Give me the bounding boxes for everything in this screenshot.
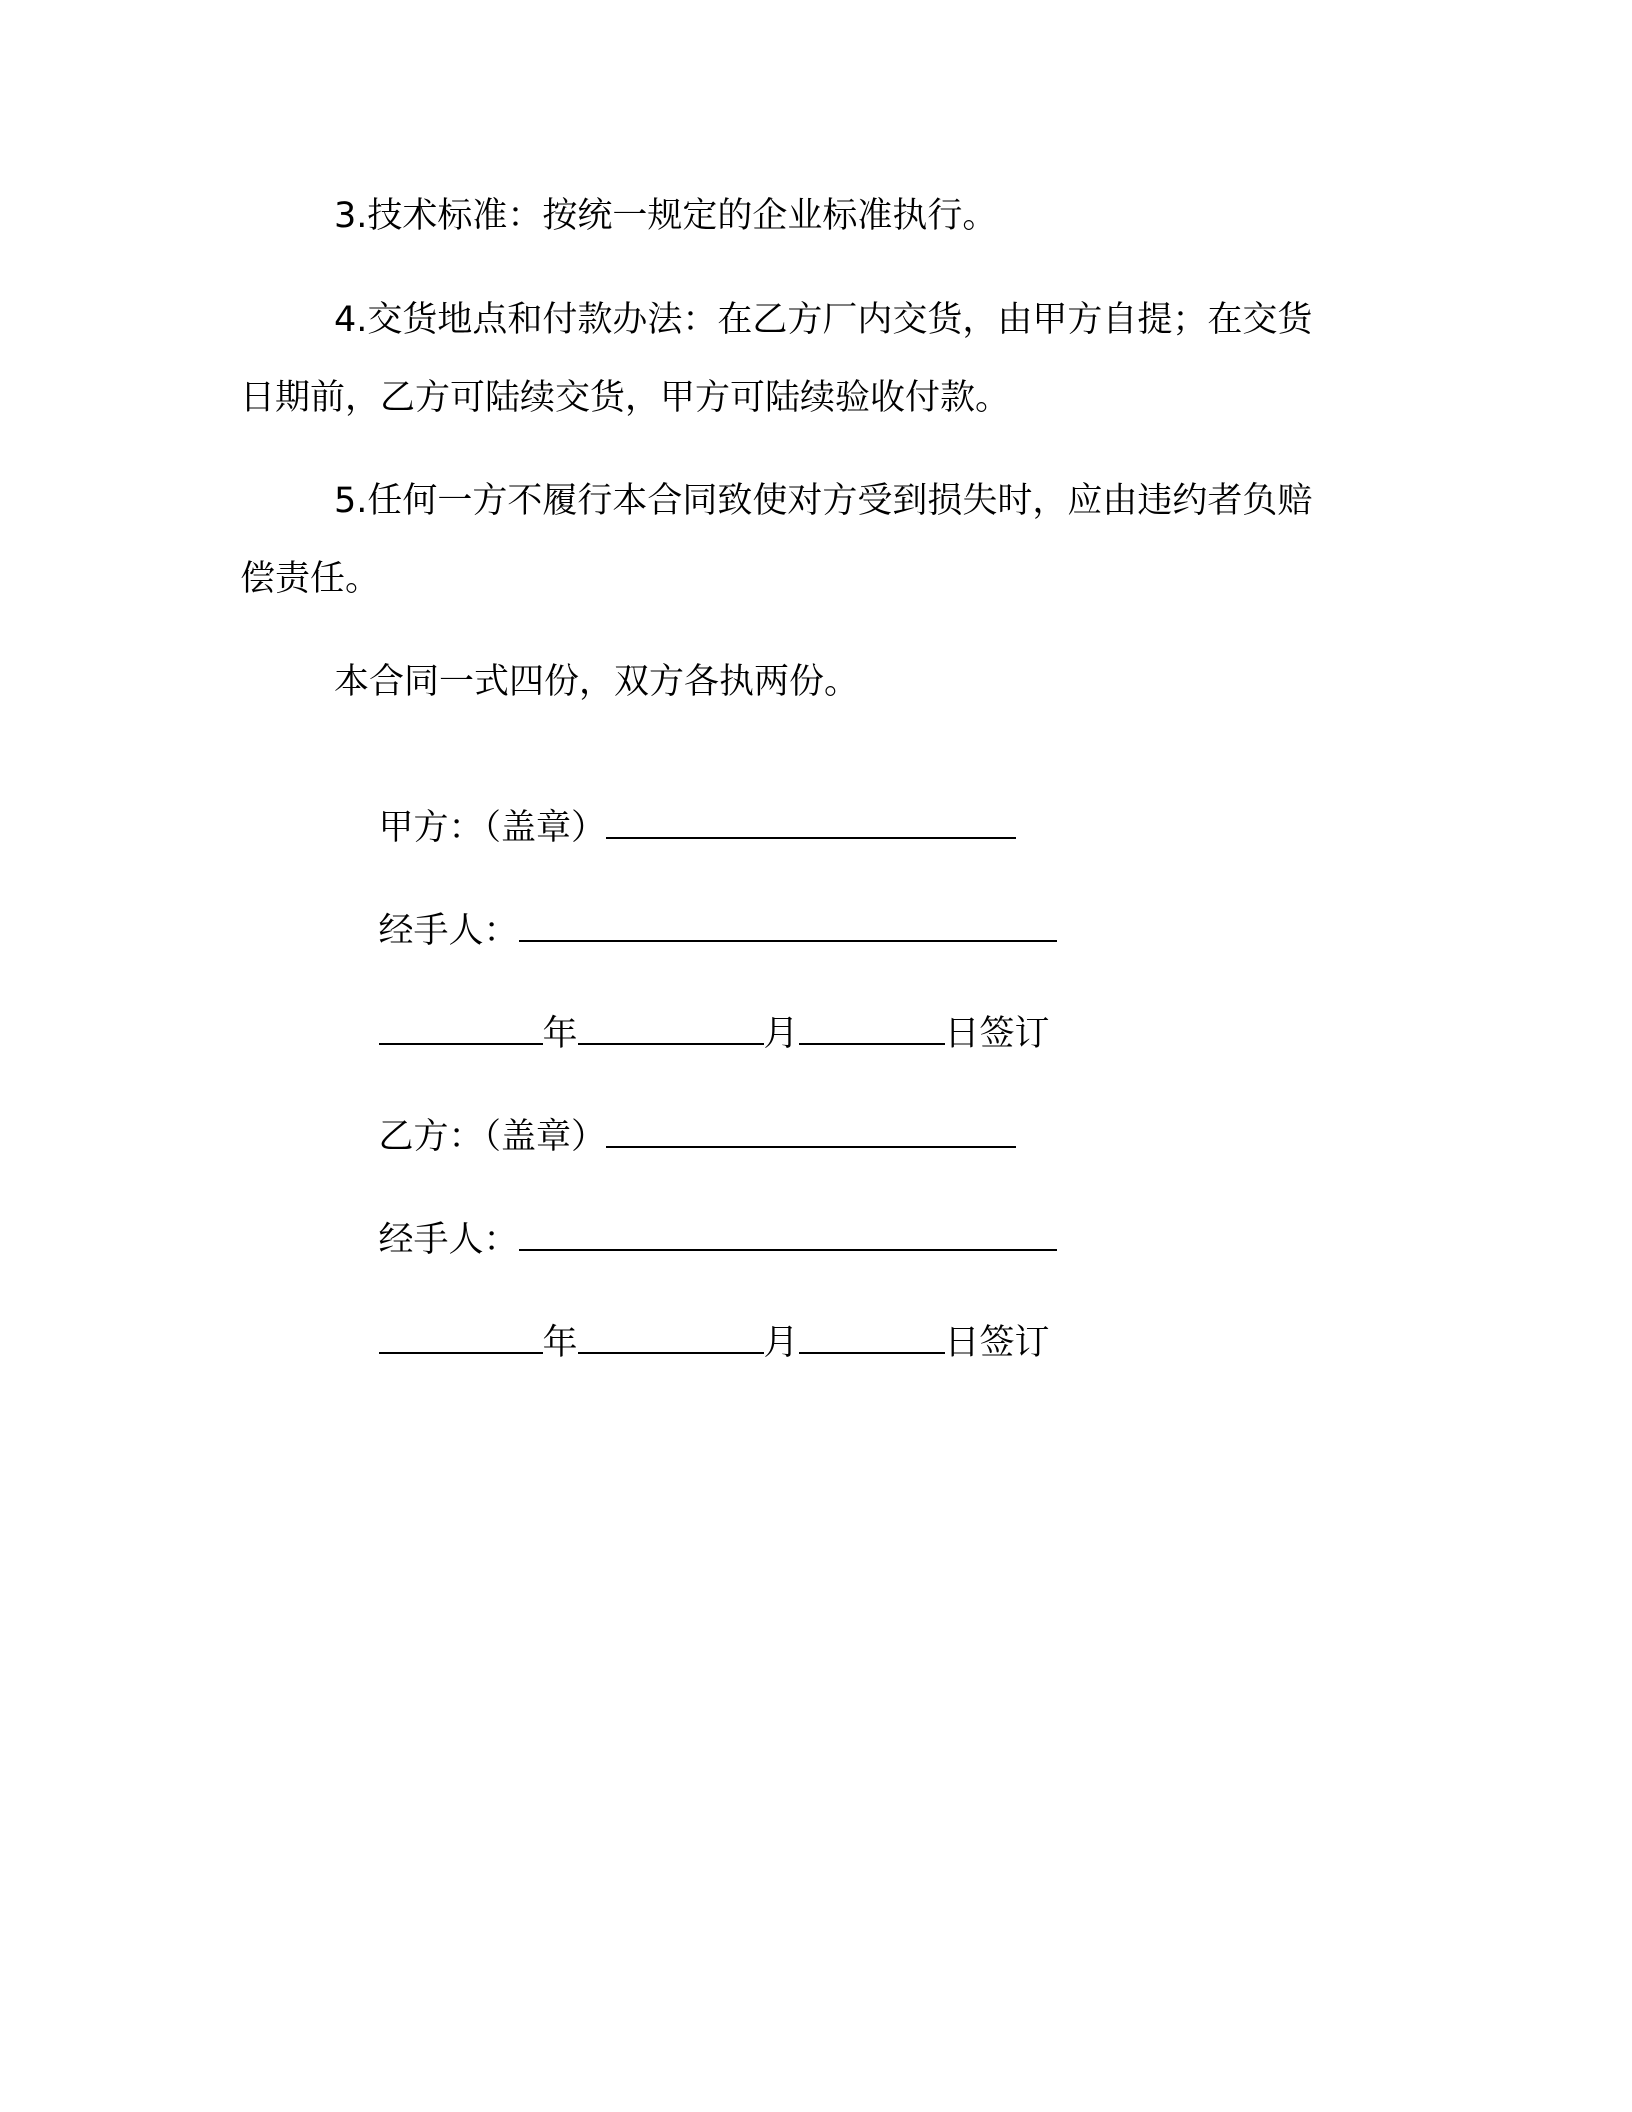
party-b-year-blank <box>379 1320 543 1354</box>
party-b-handler-row <box>334 1177 1474 1260</box>
party-b-day-blank <box>799 1320 945 1354</box>
party-a-month-blank <box>578 1011 764 1045</box>
clause-3: 3.技术标准：按统一规定的企业标准执行。 <box>334 196 998 236</box>
party-b-date-row <box>334 1280 1474 1363</box>
clause-5-line-1: 5.任何一方不履行本合同致使对方受到损失时，应由违约者负赔 <box>334 481 1313 521</box>
party-b-handler-blank <box>519 1217 1057 1251</box>
clause-5-line-2: 偿责任。 <box>240 559 381 599</box>
party-b-seal-label: 乙方：（盖章） <box>378 1117 607 1157</box>
party-a-handler-label: 经手人： <box>378 911 519 951</box>
party-a-handler-row <box>334 868 1474 951</box>
clause-4-line-2: 日期前，乙方可陆续交货，甲方可陆续验收付款。 <box>240 378 1011 418</box>
party-b-seal-row <box>334 1074 1474 1157</box>
party-b-seal-blank <box>606 1114 1016 1148</box>
party-a-day-blank <box>799 1011 945 1045</box>
copies-statement: 本合同一式四份，双方各执两份。 <box>334 662 860 702</box>
party-b-month-label: 月 <box>763 1323 799 1363</box>
party-b-handler-label: 经手人： <box>378 1220 519 1260</box>
party-b-month-blank <box>578 1320 764 1354</box>
party-a-seal-row <box>334 765 1474 848</box>
clause-4-line-1: 4.交货地点和付款办法：在乙方厂内交货，由甲方自提；在交货 <box>334 300 1313 340</box>
party-a-seal-blank <box>606 805 1016 839</box>
party-a-year-blank <box>379 1011 543 1045</box>
party-b-year-label: 年 <box>542 1323 578 1363</box>
party-a-seal-label: 甲方：（盖章） <box>378 808 607 848</box>
party-b-day-label: 日签订 <box>944 1323 1050 1363</box>
party-a-date-row <box>334 971 1474 1054</box>
party-a-handler-blank <box>519 908 1057 942</box>
party-a-year-label: 年 <box>542 1014 578 1054</box>
party-a-day-label: 日签订 <box>944 1014 1050 1054</box>
party-a-month-label: 月 <box>763 1014 799 1054</box>
